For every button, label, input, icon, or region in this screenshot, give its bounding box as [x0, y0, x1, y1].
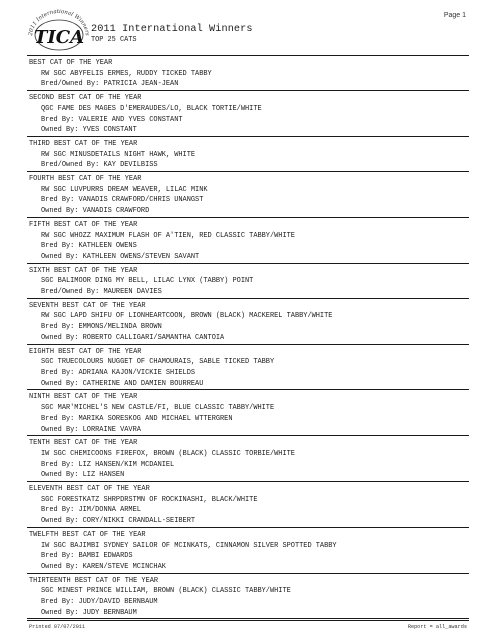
owned-by: Owned By: KATHLEEN OWENS/STEVEN SAVANT [41, 252, 200, 261]
award-heading: FIFTH BEST CAT OF THE YEAR [29, 220, 138, 229]
owned-by: Owned By: LIZ HANSEN [41, 471, 125, 480]
award-block [27, 482, 469, 528]
award-block [27, 137, 469, 172]
award-heading: THIRTEENTH BEST CAT OF THE YEAR [29, 576, 159, 585]
cat-name: QGC FAME DES MAGES D'EMERAUDES/LO, BLACK TORTIE/WHITE [41, 104, 262, 113]
cat-name: IW SGC BAJIMBI SYDNEY SAILOR OF MCINKATS, CINNAMON SILVER SPOTTED TABBY [41, 541, 337, 550]
award-heading: ELEVENTH BEST CAT OF THE YEAR [29, 485, 150, 494]
award-block [27, 264, 469, 299]
owned-by: Owned By: CATHERINE AND DAMIEN BOURREAU [41, 379, 204, 388]
bred-by: Bred By: KATHLEEN OWENS [41, 242, 137, 251]
award-heading: SEVENTH BEST CAT OF THE YEAR [29, 301, 146, 310]
award-heading: TENTH BEST CAT OF THE YEAR [29, 439, 138, 448]
cat-name: SGC FORESTKATZ SHRPDRSTMN OF ROCKINASHI, BLACK/WHITE [41, 495, 258, 504]
award-heading: THIRD BEST CAT OF THE YEAR [29, 139, 138, 148]
owned-by: Owned By: CORY/NIKKI CRANDALL-SEIBERT [41, 517, 196, 526]
award-heading: TWELFTH BEST CAT OF THE YEAR [29, 530, 146, 539]
svg-text:TICA: TICA [33, 27, 85, 48]
bred-owned-by: Bred/Owned By: PATRICIA JEAN-JEAN [41, 80, 179, 89]
owned-by: Owned By: YVES CONSTANT [41, 126, 137, 135]
award-block [27, 56, 469, 91]
award-block [27, 172, 469, 218]
award-block [27, 345, 469, 391]
owned-by: Owned By: KAREN/STEVE MCINCHAK [41, 562, 166, 571]
owned-by: Owned By: ROBERTO CALLIGARI/SAMANTHA CANTOIA [41, 333, 225, 342]
cat-name: IW SGC CHEMICOONS FIREFOX, BROWN (BLACK) CLASSIC TORBIE/WHITE [41, 449, 295, 458]
award-list [27, 55, 469, 619]
bred-by: Bred By: VALERIE AND YVES CONSTANT [41, 115, 183, 124]
cat-name: RW SGC LAPD SHIFU OF LIONHEARTCOON, BROWN (BLACK) MACKEREL TABBY/WHITE [41, 312, 333, 321]
award-block [27, 528, 469, 574]
owned-by: Owned By: JUDY BERNBAUM [41, 608, 137, 617]
cat-name: SGC TRUECOLOURS NUGGET OF CHAMOURAIS, SABLE TICKED TABBY [41, 358, 275, 367]
bred-by: Bred By: VANADIS CRAWFORD/CHRIS UNANGST [41, 196, 204, 205]
award-block [27, 390, 469, 436]
page-footer [27, 620, 469, 630]
award-block [27, 574, 469, 620]
award-block [27, 218, 469, 264]
cat-name: RW SGC LUVPURRS DREAM WEAVER, LILAC MINK [41, 185, 208, 194]
page-number: Page 1 [443, 12, 466, 19]
award-heading: BEST CAT OF THE YEAR [29, 59, 113, 67]
owned-by: Owned By: VANADIS CRAWFORD [41, 207, 150, 216]
cat-name: SGC BALIMOOR DING MY BELL, LILAC LYNX (TABBY) POINT [41, 277, 254, 286]
cat-name: RW SGC WHOZZ MAXIMUM FLASH OF A'TIEN, RED CLASSIC TABBY/WHITE [41, 231, 295, 240]
bred-by: Bred By: EMMONS/MELINDA BROWN [41, 323, 162, 332]
award-heading: NINTH BEST CAT OF THE YEAR [29, 393, 138, 402]
printed-date: Printed 07/07/2011 [29, 624, 86, 630]
cat-name: RW SGC MINUSDETAILS NIGHT HAWK, WHITE [41, 150, 196, 159]
tica-logo [26, 7, 92, 52]
bred-by: Bred By: MARIKA SORESKOG AND MICHAEL WTTERGREN [41, 414, 233, 423]
bred-owned-by: Bred/Owned By: KAY DEVILBISS [41, 161, 158, 170]
award-heading: SECOND BEST CAT OF THE YEAR [29, 94, 142, 103]
award-heading: FOURTH BEST CAT OF THE YEAR [29, 175, 142, 184]
owned-by: Owned By: LORRAINE VAVRA [41, 425, 141, 434]
svg-text:2011 International Winners: 2011 International Winners [27, 8, 90, 37]
report-name: Report = all_awards [407, 624, 467, 630]
page-title: 2011 International Winners [91, 24, 253, 35]
award-block [27, 436, 469, 482]
bred-by: Bred By: BAMBI EDWARDS [41, 552, 133, 561]
cat-name: SGC MAR'MICHEL'S NEW CASTLE/FI, BLUE CLASSIC TABBY/WHITE [41, 404, 275, 413]
cat-name: RW SGC ABYFELIS ERMES, RUDDY TICKED TABBY [41, 69, 212, 78]
award-heading: SIXTH BEST CAT OF THE YEAR [29, 266, 138, 275]
award-block [27, 91, 469, 137]
bred-owned-by: Bred/Owned By: MAUREEN DAVIES [41, 288, 162, 297]
bred-by: Bred By: LIZ HANSEN/KIM MCDANIEL [41, 460, 175, 469]
page-subtitle: TOP 25 CATS [91, 36, 137, 44]
cat-name: SGC MINEST PRINCE WILLIAM, BROWN (BLACK) CLASSIC TABBY/WHITE [41, 587, 291, 596]
award-heading: EIGHTH BEST CAT OF THE YEAR [29, 347, 142, 356]
bred-by: Bred By: JIM/DONNA ARMEL [41, 506, 141, 515]
bred-by: Bred By: ADRIANA KAJON/VICKIE SHIELDS [41, 368, 196, 377]
bred-by: Bred By: JUDY/DAVID BERNBAUM [41, 598, 158, 607]
award-block [27, 299, 469, 345]
